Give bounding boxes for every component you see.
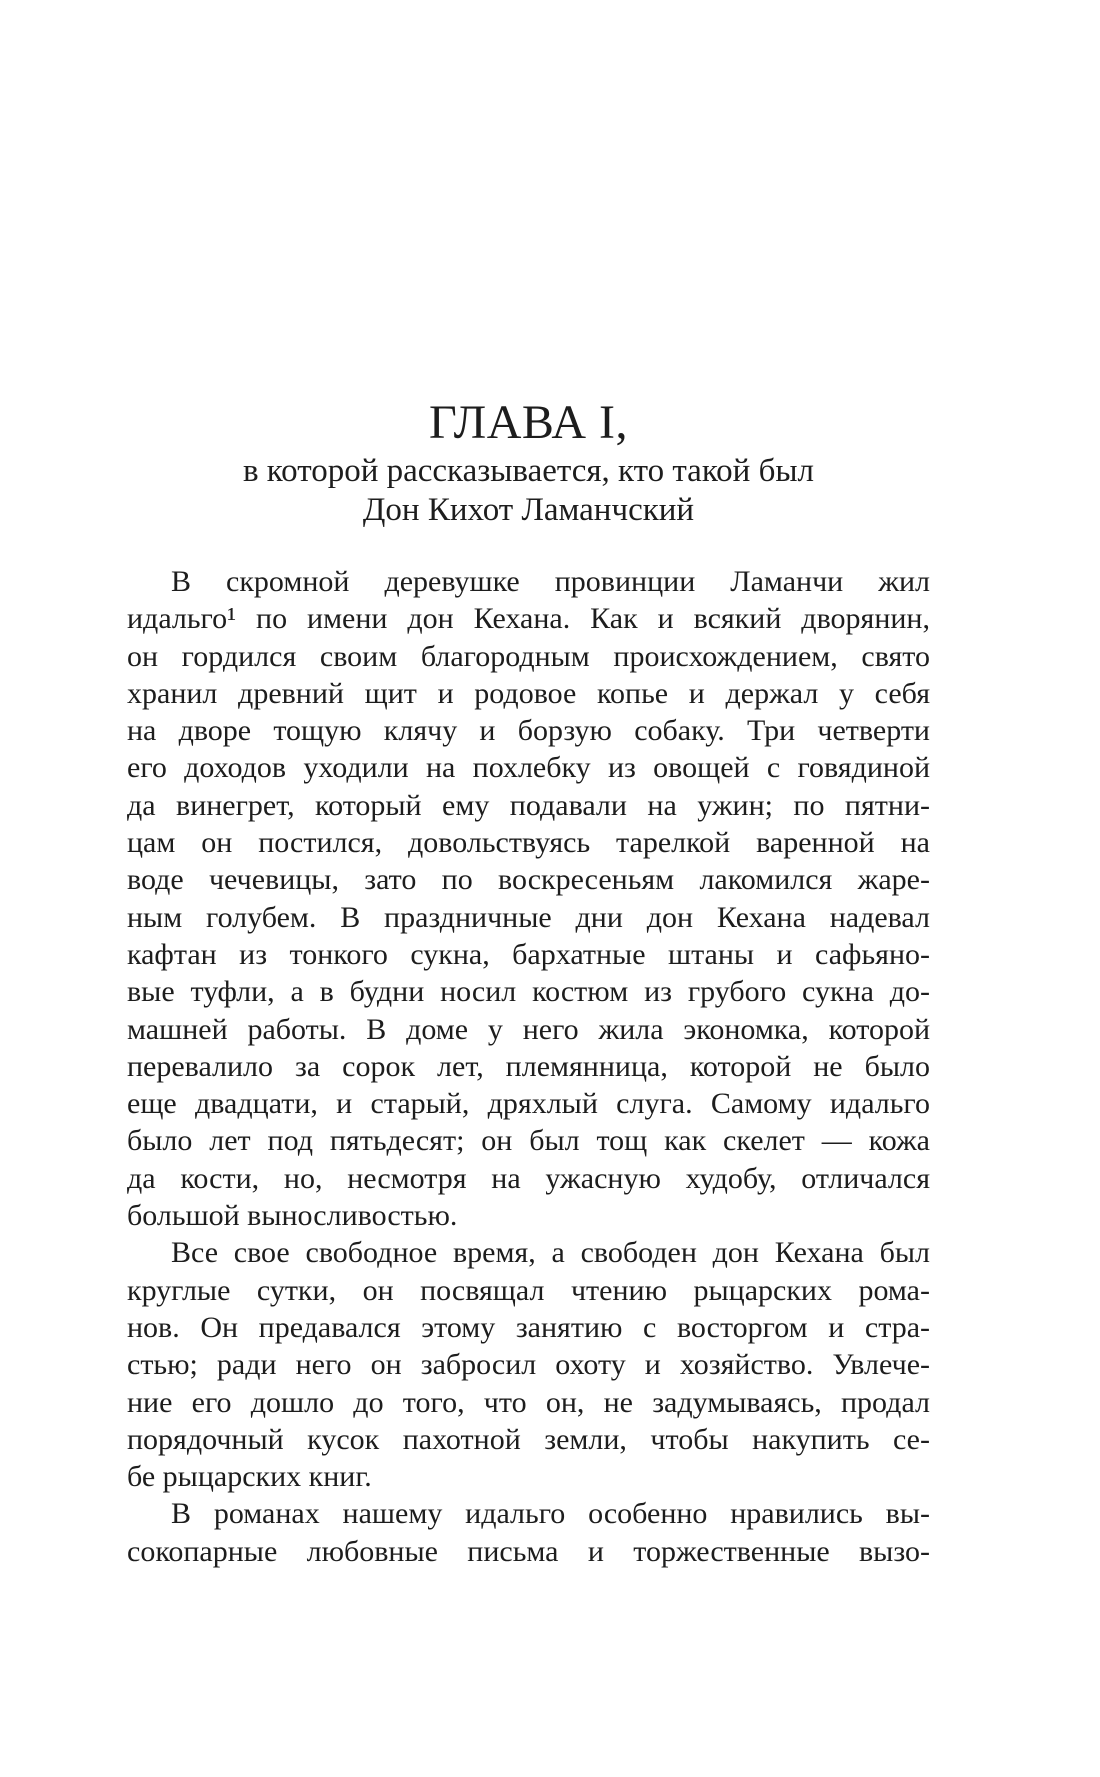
text-line: В скромной деревушке провинции Ламанчи жил <box>171 565 930 598</box>
text-line: вые туфли, а в будни носил костюм из грубого сукна до- <box>127 975 930 1009</box>
text-line: кафтан из тонкого сукна, бархатные штаны и сафьяно- <box>127 937 930 971</box>
body-text <box>127 563 930 1570</box>
chapter-subtitle-line: в которой рассказывается, кто такой был <box>242 453 815 489</box>
text-line: воде чечевицы, зато по воскресеньям лакомился жаре- <box>127 863 930 897</box>
text-line: ным голубем. В праздничные дни дон Кехана надевал <box>127 900 930 934</box>
text-line: он гордился своим благородным происхождением, свято <box>127 639 930 673</box>
text-line: большой выносливостью. <box>127 1199 458 1233</box>
text-line: машней работы. В доме у него жила экономка, которой <box>127 1012 930 1046</box>
text-line: на дворе тощую клячу и борзую собаку. Три четверти <box>127 714 930 748</box>
text-line: сокопарные любовные письма и торжественные вызо- <box>127 1534 930 1568</box>
text-line: цам он постился, довольствуясь тарелкой варенной на <box>127 826 930 860</box>
text-line: хранил древний щит и родовое копье и держал у себя <box>127 676 930 710</box>
text-line: Все свое свободное время, а свободен дон Кехана был <box>171 1236 930 1270</box>
chapter-title: ГЛАВА I, <box>429 396 628 449</box>
chapter-subtitle-line: Дон Кихот Ламанчский <box>362 492 695 528</box>
text-line: еще двадцати, и старый, дряхлый слуга. Самому идальго <box>127 1087 930 1121</box>
text-line: нов. Он предавался этому занятию с восторгом и стра- <box>127 1310 930 1344</box>
text-line: да винегрет, который ему подавали на ужин; по пятни- <box>127 788 930 822</box>
text-line: да кости, но, несмотря на ужасную худобу, отличался <box>127 1161 930 1195</box>
text-line: его доходов уходили на похлебку из овощей с говядиной <box>127 751 930 785</box>
text-line: ние его дошло до того, что он, не задумываясь, продал <box>127 1385 930 1419</box>
text-line: идальго¹ по имени дон Кехана. Как и всякий дворянин, <box>127 602 930 636</box>
chapter-subtitle <box>127 452 930 530</box>
text-line: бе рыцарских книг. <box>127 1460 372 1494</box>
text-line: перевалило за сорок лет, племянница, которой не было <box>127 1049 930 1083</box>
text-line: круглые сутки, он посвящал чтению рыцарских рома- <box>127 1273 930 1307</box>
text-line: было лет под пятьдесят; он был тощ как скелет — кожа <box>127 1124 930 1158</box>
text-line: порядочный кусок пахотной земли, чтобы накупить се- <box>127 1422 930 1456</box>
text-line: В романах нашему идальго особенно нравились вы- <box>171 1497 930 1531</box>
text-line: стью; ради него он забросил охоту и хозяйство. Увлече- <box>127 1348 930 1382</box>
